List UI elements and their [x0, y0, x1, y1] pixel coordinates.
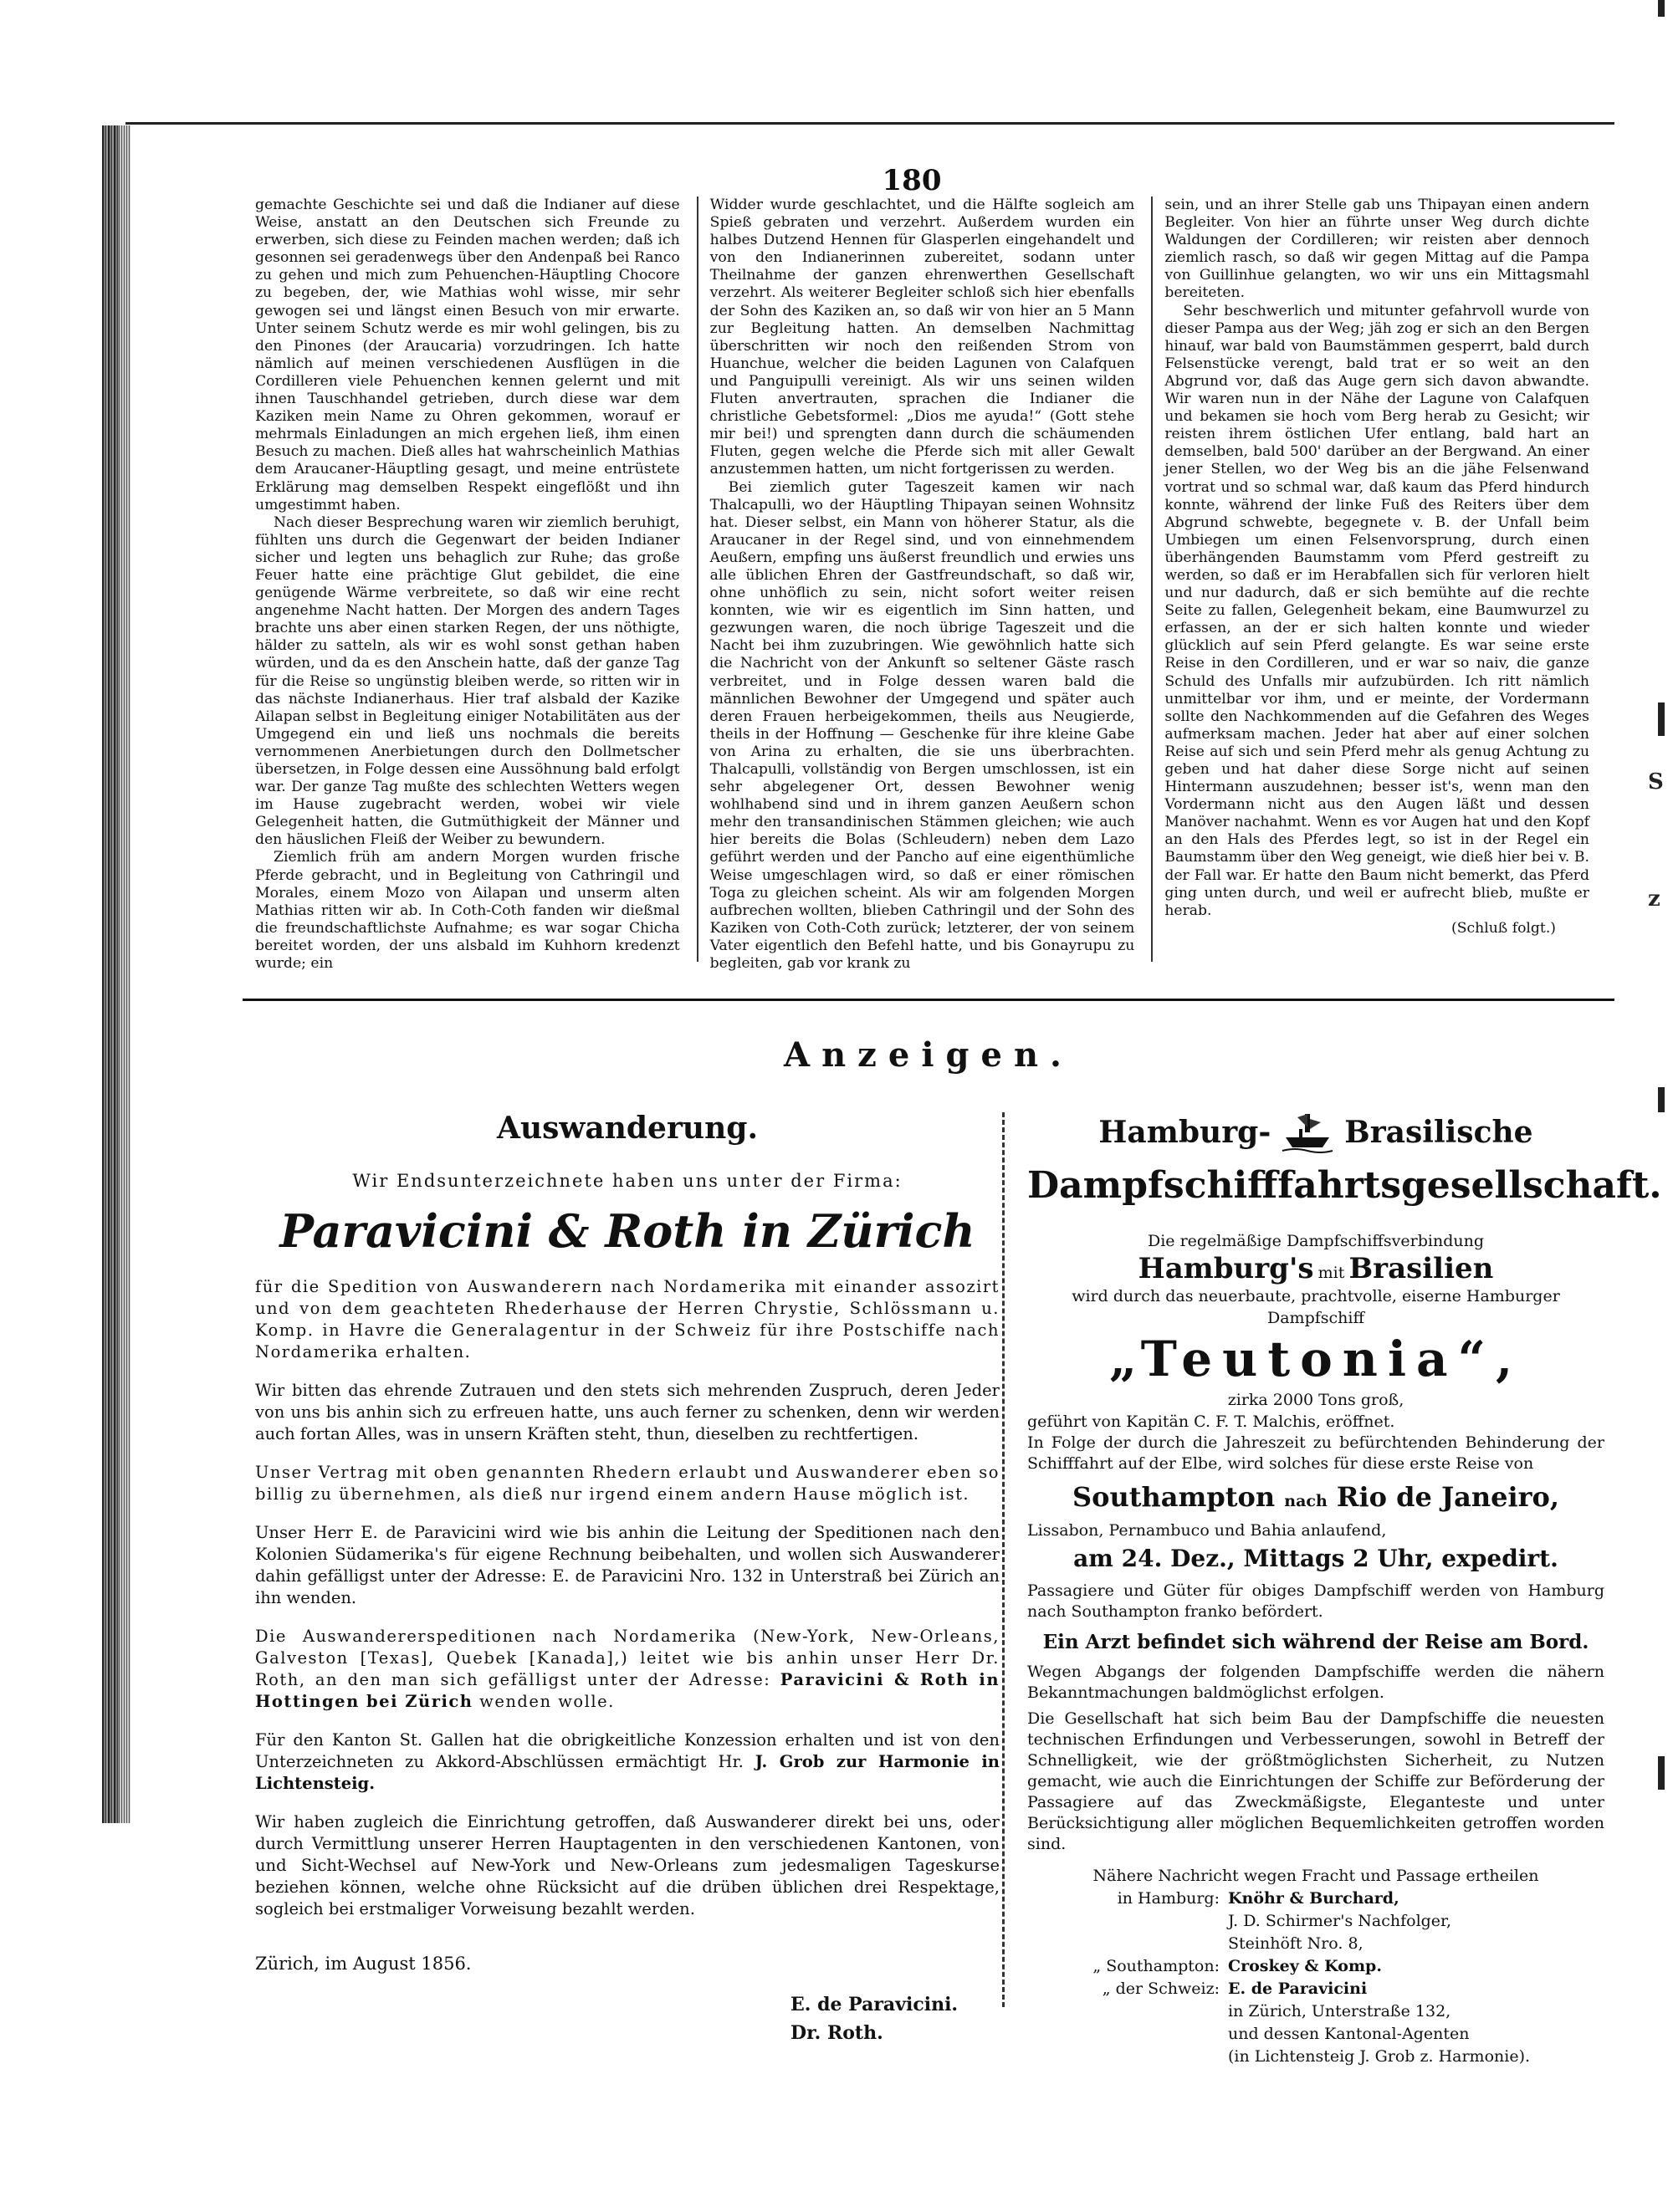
continued-note: (Schluß folgt.) [1451, 919, 1557, 937]
section-heading: Anzeigen. [784, 1035, 1073, 1075]
agents-intro: Nähere Nachricht wegen Fracht und Passage ertheilen [1092, 1867, 1539, 1885]
ad-address: Paravicini & Roth in Hottingen bei Zürich [255, 1670, 1000, 1711]
country-name: Brasilien [1348, 1252, 1494, 1285]
article-column-3 [1151, 197, 1589, 962]
agent-place [1027, 1910, 1228, 1933]
book-spine [102, 125, 119, 1823]
agent-name: Knöhr & Burchard, [1228, 1889, 1399, 1908]
captain-line: geführt von Kapitän C. F. T. Malchis, eröffnet. [1027, 1413, 1395, 1431]
agent-row [1027, 2000, 1604, 2023]
doctor-note: Ein Arzt befindet sich während der Reise am Bord. [1042, 1631, 1589, 1653]
steamship-icon [1282, 1111, 1333, 1154]
agent-name: (in Lichtensteig J. Grob z. Harmonie). [1228, 2047, 1531, 2066]
article-column-2 [697, 197, 1135, 973]
agent-name: in Zürich, Unterstraße 132, [1228, 2002, 1451, 2020]
agent-place [1027, 2000, 1228, 2023]
ad-paragraph: für die Spedition von Auswanderern nach Nordamerika mit einander assozirt und von dem geachteten Rhederhause der Herren Chrystie, Schlössmann u. Komp. in Havre die Generalagentur in der Schweiz für ihre Postschiffe nach Nordamerika erhalten. [255, 1277, 1000, 1361]
route [1027, 1481, 1604, 1513]
ad-line: wird durch das neuerbaute, prachtvolle, eiserne Hamburger Dampfschiff [1072, 1287, 1560, 1327]
signatures [790, 1990, 958, 2047]
top-rule [125, 122, 1614, 125]
advertisement-emigration [255, 1096, 1000, 2044]
agent-place [1027, 1933, 1228, 1955]
section-divider [243, 999, 1614, 1001]
ad-paragraph [255, 1729, 1000, 1795]
ad-paragraph: In Folge der durch die Jahreszeit zu befürchtenden Behinderung der Schifffahrt auf der Elbe, wird solches für diese erste Reise von [1027, 1433, 1604, 1473]
ad-text: mit [1317, 1264, 1345, 1282]
agent-place: „ der Schweiz: [1102, 1980, 1220, 1998]
ad-lead: Wir Endsunterzeichnete haben uns unter der Firma: [352, 1171, 903, 1191]
company-line-2: Dampfschifffahrtsgesellschaft. [1027, 1164, 1662, 1207]
ad-line [1027, 1252, 1604, 1285]
ad-paragraph [255, 1626, 1000, 1713]
agent-row [1027, 1978, 1604, 2000]
company-name-part: Brasilische [1344, 1115, 1533, 1150]
ad-line: Die regelmäßige Dampfschiffsverbindung [1147, 1232, 1485, 1250]
agent-name: Croskey & Komp. [1228, 1957, 1382, 1975]
agent-row [1027, 1910, 1604, 1933]
ad-text: nach [1284, 1492, 1328, 1510]
agent-name: J. D. Schirmer's Nachfolger, [1228, 1912, 1452, 1930]
agent-place [1027, 2046, 1228, 2068]
firm-name: Paravicini & Roth in Zürich [279, 1204, 975, 1258]
agent-place [1027, 2023, 1228, 2046]
route-destination: Rio de Janeiro, [1336, 1481, 1560, 1513]
ad-paragraph: Wegen Abgangs der folgenden Dampfschiffe werden die nähern Bekanntmachungen baldmöglichst erfolgen. [1027, 1663, 1604, 1702]
agent-row [1027, 1888, 1604, 1910]
paragraph: Bei ziemlich guter Tageszeit kamen wir nach Thalcapulli, wo der Häuptling Thipayan seinen Wohnsitz hat. Dieser selbst, ein Mann von höherer Statur, als die Araucaner in der Regel sind, und von einnehmendem Aeußern, empfing uns äußerst freundlich und erwies uns alle üblichen Ehren der Gastfreundschaft, so daß wir, ohne unhöflich zu sein, nicht sofort weiter reisen konnten, wie wir es eigentlich im Sinn hatten, und gezwungen waren, die noch übrige Tageszeit und die Nacht bei ihm zuzubringen. Wie gewöhnlich hatte sich die Nachricht von der Ankunft so seltener Gäste rasch verbreitet, und in Folge dessen waren bald die männlichen Bewohner der Umgegend und später auch deren Frauen herbeigekommen, theils aus Neugierde, theils in der Hoffnung — Geschenke für ihre kleine Gabe von Arina zu erhalten, die sie uns überbrachten. Thalcapulli, vollständig von Bergen umschlossen, ist ein sehr abgelegener Ort, dessen Bewohner wenig wohlhabend sind und in ihrem ganzen Aeußern schon mehr den transandinischen Stämmen gleichen; wie auch hier bereits die Bolas (Schleudern) neben dem Lazo geführt werden und der Pancho auf eine eigenthümliche Weise umgeschlagen wird, so daß er einer römischen Toga zu gleichen scheint. Als wir am folgenden Morgen aufbrechen wollten, blieben Cathringil und der Sohn des Kaziken von Coth-Coth zurück; letzterer, der von seinem Vater eigentlich den Befehl hatte, und bis Gonayrupu zu begleiten, gab vor krank zu [709, 478, 1135, 973]
route-origin: Southampton [1072, 1481, 1276, 1513]
company-name-part: Hamburg- [1098, 1115, 1271, 1150]
article [255, 197, 1590, 973]
paragraph: Widder wurde geschlachtet, und die Hälfte sogleich am Spieß gebraten und verzehrt. Außerdem wurden ein halbes Dutzend Hennen für Glasperlen eingehandelt und von den Indianerinnen zubereitet, sodann unter Theilnahme der ganzen ehrenwerthen Gesellschaft verzehrt. Als weiterer Begleiter schloß sich hier ebenfalls der Sohn des Kaziken an, so daß wir von hier an 5 Mann zur Begleitung hatten. An demselben Nachmittag überschritten wir noch den reißenden Strom von Huanchue, welcher die beiden Lagunen von Calafquen und Panguipulli vereinigt. Als wir uns seinen wilden Fluten anvertrauten, sprachen die Indianer die christliche Gebetsformel: „Dios me ayuda!“ (Gott stehe mir bei!) und sprengten dann durch die schäumenden Fluten, gegen welche die Pferde sich mit aller Gewalt anzustemmen hatten, um nicht fortgerissen zu werden. [709, 197, 1135, 478]
paragraph: gemachte Geschichte sei und daß die Indianer auf diese Weise, anstatt an den Deutschen sich Freunde zu erwerben, sich diese zu Feinden machen werden; daß ich gesonnen sei geradenwegs über den Andenpaß bei Ranco zu gehen und mich zum Pehuenchen-Häuptling Chocore zu begeben, der, wie Mathias wohl wisse, mir sehr gewogen sei und längst einen Besuch von mir erwarte. Unter seinem Schutz werde es mir wohl gelingen, bis zu den Pinones (der Araucaria) vorzudringen. Ich hatte nämlich auf meinen verschiedenen Ausflügen in die Cordilleren viele Pehuenchen kennen gelernt und mit ihnen Tauschhandel getrieben, durch diese war dem Kaziken mein Name zu Ohren gekommen, worauf er mehrmals Einladungen an mich ergehen ließ, ihm einen Besuch zu machen. Dieß alles hat wahrscheinlich Mathias dem Araucaner-Häuptling gesagt, und meine entrüstete Erklärung mag demselben Respekt eingeflößt und ihn umgestimmt haben. [255, 197, 680, 513]
adjacent-page-edge: S z [1646, 0, 1673, 2212]
ad-paragraph: Wir haben zugleich die Einrichtung getroffen, daß Auswanderer direkt bei uns, oder durch Vermittlung unserer Herren Hauptagenten in den verschiedenen Kantonen, von und Sicht-Wechsel auf New-York und New-Orleans zum jedesmaligen Tageskurse beziehen können, welche ohne Rücksicht auf die drüben üblichen drei Respektage, sogleich bei erstmaliger Vorweisung bezahlt werden. [255, 1812, 1000, 1918]
agents-list [1027, 1865, 1604, 2068]
ad-heading: Auswanderung. [497, 1111, 758, 1146]
paragraph: Ziemlich früh am andern Morgen wurden frische Pferde gebracht, und in Begleitung von Cathringil und Morales, einem Mozo von Ailapan und unserm alten Mathias ritten wir ab. In Coth-Coth fanden wir dießmal die freundschaftlichste Aufnahme; es war sogar Chicha bereitet worden, der uns alsbald im Kuhhorn kredenzt wurde; ein [255, 849, 680, 973]
ports-line: Lissabon, Pernambuco und Bahia anlaufend, [1027, 1521, 1387, 1540]
agent-row [1027, 2046, 1604, 2068]
paragraph: Sehr beschwerlich und mitunter gefahrvoll wurde von dieser Pampa aus der Weg; jäh zog er sich an den Bergen hinauf, war bald von Baumstämmen gesperrt, bald durch Felsenstücke verengt, bald trat er so weit an den Abgrund vor, daß das Auge gern sich davon abwandte. Wir waren nun in der Nähe der Lagune von Calafquen und bekamen sie hoch vom Berg herab zu Gesicht; wir reisten ihrem östlichen Ufer entlang, bald hart an demselben, bald 500' darüber an der Bergwand. An einer jener Stellen, wo der Weg bis an die jähe Felsenwand vortrat und so schmal war, daß kaum das Pferd hindurch konnte, während der linke Fuß des Reiters über dem Abgrund schwebte, begegnete v. B. der Unfall beim Umbiegen um einen Felsenvorsprung, durch einen überhängenden Baumstamm vom Pferd gestreift zu werden, so daß er im Herabfallen sich für verloren hielt und nur dadurch, daß er sich bemühte auf die rechte Seite zu fallen, Gelegenheit bekam, eine Baumwurzel zu erfassen, an der er sich halten konnte und wieder glücklich auf sein Pferd gelangte. Es war seine erste Reise in den Cordilleren, und er war so naiv, die ganze Schuld des Unfalls mir aufzubürden. Ich ritt nämlich unmittelbar vor ihm, und er meinte, der Vordermann sollte den Nachkommenden auf die Gefahren des Weges aufmerksam machen. Jeder hat aber auf einer solchen Reise auf sich und sein Pferd mehr als genug Achtung zu geben und hat daher diese Sorge nicht auf seinen Hintermann auszudehnen; besser ist's, wenn man den Vordermann nicht aus den Augen läßt und dessen Manöver nachahmt. Wenn es vor Augen hat und den Kopf an den Hals des Pferdes legt, so ist in der Regel ein Baumstamm über den Weg geneigt, wie dieß hier bei v. B. der Fall war. Er hatte den Baum nicht bemerkt, das Pferd ging unten durch, und weil er aufrecht blieb, mußte er herab. [1164, 302, 1590, 919]
page-edges [119, 125, 130, 1823]
ad-text: wenden wolle. [479, 1692, 615, 1711]
agent-place: in Hamburg: [1117, 1889, 1220, 1908]
ad-paragraph: Wir bitten das ehrende Zutrauen und den stets sich mehrenden Zuspruch, deren Jeder von uns bis anhin sich zu erfreuen hatte, uns auch ferner zu schenken, denn wir werden auch fortan Alles, was in unsern Kräften steht, thun, dieselben zu rechtfertigen. [255, 1381, 1000, 1443]
ad-paragraph: Unser Vertrag mit oben genannten Rhedern erlaubt und Auswanderer eben so billig zu übernehmen, als dieß nur irgend einem andern Hause möglich ist. [255, 1463, 1000, 1504]
ad-paragraph: Unser Herr E. de Paravicini wird wie bis anhin die Leitung der Speditionen nach den Kolonien Südamerika's für eigene Rechnung beibehalten, und wollen sich Auswanderer dahin gefälligst unter der Adresse: E. de Paravicini Nro. 132 in Unterstraß bei Zürich an ihn wenden. [255, 1523, 1000, 1607]
article-column-1 [255, 197, 680, 973]
agent-row [1027, 2023, 1604, 2046]
departure-date: am 24. Dez., Mittags 2 Uhr, expedirt. [1073, 1545, 1558, 1572]
ad-text: Die Auswandererspeditionen nach Nordamerika (New-York, New-Orleans, Galveston [Texas], Quebek [Kanada],) leitet wie bis anhin unser Herr Dr. Roth, an den man sich gefälligst unter der Adresse: [255, 1627, 1000, 1689]
ship-tonnage: zirka 2000 Tons groß, [1227, 1391, 1404, 1409]
city-name: Hamburg's [1138, 1252, 1314, 1285]
advertisement-steamship [1027, 1096, 1662, 2066]
agent-name: und dessen Kantonal-Agenten [1228, 2025, 1470, 2043]
company-line-1 [1027, 1111, 1604, 1154]
ad-footer [255, 1954, 1000, 1974]
ship-name: „Teutonia“, [1108, 1331, 1523, 1387]
agent-place: „ Southampton: [1092, 1957, 1220, 1975]
signature: Dr. Roth. [790, 2022, 883, 2044]
ad-paragraph: Passagiere und Güter für obiges Dampfschiff werden von Hamburg nach Southampton franko befördert. [1027, 1581, 1604, 1621]
book-binding [0, 0, 125, 2212]
paragraph: sein, und an ihrer Stelle gab uns Thipayan einen andern Begleiter. Von hier an führte unser Weg durch dichte Waldungen der Cordilleren; wir reisten aber dennoch ziemlich rasch, so daß wir gegen Mittag auf die Pampa von Guillinhue gelangten, wo wir uns ein Mittagsmahl bereiteten. [1164, 197, 1590, 302]
ad-text: Für den Kanton St. Gallen hat die obrigkeitliche Konzession erhalten und ist von den Unterzeichneten zu Akkord-Abschlüssen ermächtigt Hr. [255, 1730, 1000, 1771]
agent-row [1027, 1933, 1604, 1955]
agent-name: E. de Paravicini [1228, 1980, 1368, 1998]
page-number: 180 [882, 164, 942, 197]
ad-paragraph: Die Gesellschaft hat sich beim Bau der Dampfschiffe die neuesten technischen Erfindungen und Verbesserungen, sowohl in Betreff der Schnelligkeit, wie der größtmöglichsten Sicherheit, zu Nutzen gemacht, wie auch die Einrichtungen der Schiffe zur Beförderung der Passagiere auf das Zweckmäßigste, Eleganteste und unter Berücksichtigung aller möglichen Bequemlichkeiten getroffen worden sind. [1027, 1709, 1604, 1853]
ad-divider [1002, 1112, 1005, 2007]
agent-row [1027, 1955, 1604, 1978]
ad-agent: J. Grob zur Harmonie in Lichtensteig. [255, 1752, 1000, 1793]
place-date: Zürich, im August 1856. [255, 1954, 472, 1974]
signature: E. de Paravicini. [790, 1994, 959, 2015]
agent-name: Steinhöft Nro. 8, [1228, 1934, 1363, 1953]
paragraph: Nach dieser Besprechung waren wir ziemlich beruhigt, fühlten uns durch die Gegenwart der beiden Indianer sicher und legten uns behaglich zur Ruhe; das große Feuer hatte eine prächtige Glut gebildet, die eine genügende Wärme verbreitete, so daß wir eine recht angenehme Nacht hatten. Der Morgen des andern Tages brachte uns aber einen starken Regen, der uns nöthigte, hälder zu satteln, als wir es wohl sonst gethan haben würden, und da es den Anschein hatte, daß der ganze Tag für die Reise so ungünstig bleiben werde, so ritten wir in das nächste Indianerhaus. Hier traf alsbald der Kazike Ailapan selbst in Begleitung einiger Notabilitäten aus der Umgegend ein und ließ uns nochmals die bereits vernommenen Anerbietungen durch den Dollmetscher übersetzen, in Folge dessen eine Aussöhnung bald erfolgt war. Der ganze Tag mußte des schlechten Wetters wegen im Hause zugebracht werden, wobei wir viele Gelegenheit hatten, die Gutmüthigkeit der Männer und den häuslichen Fleiß der Weiber zu bewundern. [255, 513, 680, 849]
